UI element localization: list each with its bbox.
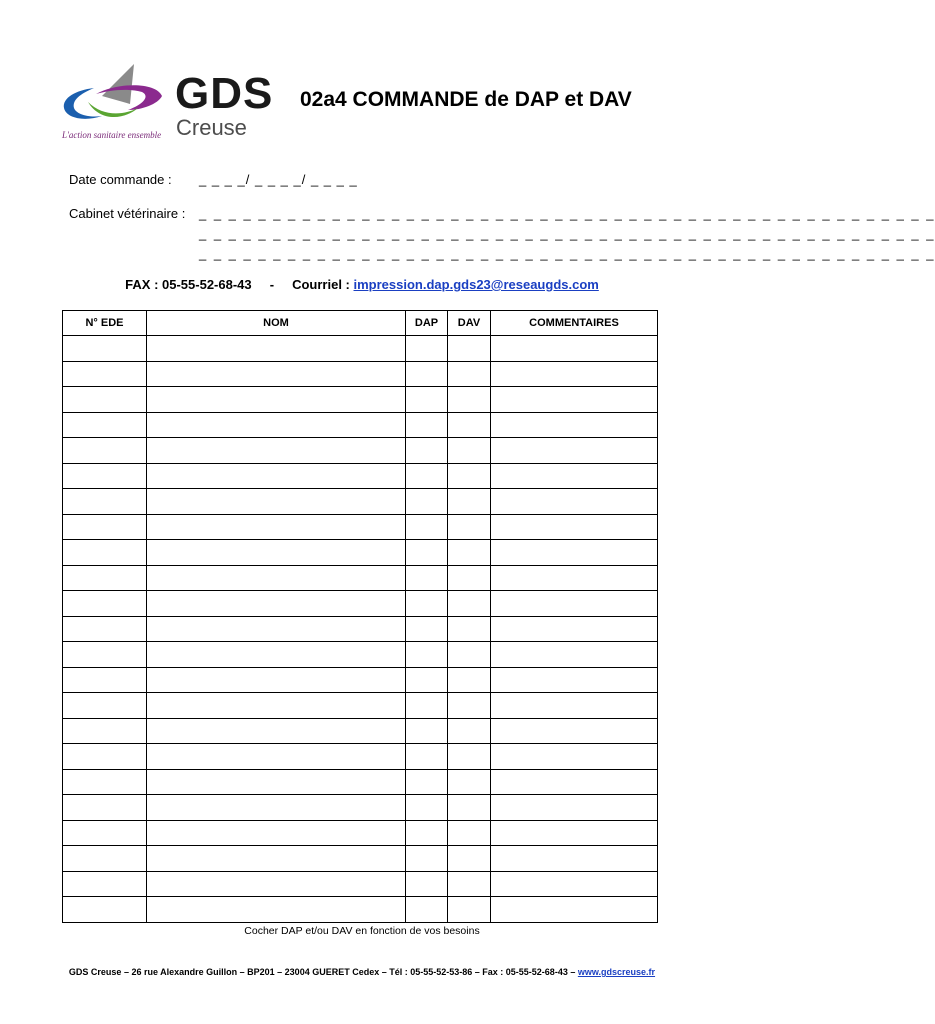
table-row	[63, 361, 658, 387]
table-row	[63, 336, 658, 362]
dap-cell[interactable]	[406, 693, 448, 719]
commentaires-cell[interactable]	[491, 361, 658, 387]
ede-cell[interactable]	[63, 846, 147, 872]
dav-cell[interactable]	[448, 795, 491, 821]
contact-separator: -	[269, 277, 275, 292]
ede-cell[interactable]	[63, 591, 147, 617]
table-row	[63, 820, 658, 846]
table-row	[63, 897, 658, 923]
nom-cell[interactable]	[147, 769, 406, 795]
footer	[0, 967, 724, 977]
nom-cell[interactable]	[147, 412, 406, 438]
commentaires-cell[interactable]	[491, 412, 658, 438]
table-row	[63, 718, 658, 744]
email-link[interactable]: impression.dap.gds23@reseaugds.com	[353, 277, 599, 292]
commentaires-cell[interactable]	[491, 897, 658, 923]
commentaires-cell[interactable]	[491, 693, 658, 719]
ede-cell[interactable]	[63, 361, 147, 387]
table-row	[63, 871, 658, 897]
ede-cell[interactable]	[63, 744, 147, 770]
table-row	[63, 591, 658, 617]
table-row	[63, 514, 658, 540]
dap-cell[interactable]	[406, 565, 448, 591]
commentaires-cell[interactable]	[491, 591, 658, 617]
email-label: Courriel :	[292, 277, 350, 292]
dav-cell[interactable]	[448, 489, 491, 515]
dap-cell[interactable]	[406, 795, 448, 821]
dav-cell[interactable]	[448, 820, 491, 846]
gds-logo	[58, 60, 278, 146]
dap-cell[interactable]	[406, 514, 448, 540]
table-row	[63, 693, 658, 719]
table-row	[63, 412, 658, 438]
table-row	[63, 463, 658, 489]
cabinet-field-line-2[interactable]: _ _ _ _ _ _ _ _ _ _ _ _ _ _ _ _ _ _ _ _ _ _ _ _ _ _ _ _ _ _ _ _ _ _ _ _ _ _ _ _ _ _ _ _ _ _ _ _ _ _	[199, 226, 935, 241]
dav-cell[interactable]	[448, 744, 491, 770]
dav-cell[interactable]	[448, 565, 491, 591]
ede-cell[interactable]	[63, 820, 147, 846]
dap-cell[interactable]	[406, 667, 448, 693]
commentaires-cell[interactable]	[491, 820, 658, 846]
nom-cell[interactable]	[147, 642, 406, 668]
ede-cell[interactable]	[63, 514, 147, 540]
dap-cell[interactable]	[406, 744, 448, 770]
ede-cell[interactable]	[63, 642, 147, 668]
nom-cell[interactable]	[147, 744, 406, 770]
commentaires-cell[interactable]	[491, 489, 658, 515]
nom-cell[interactable]	[147, 667, 406, 693]
table-row	[63, 642, 658, 668]
dap-cell[interactable]	[406, 718, 448, 744]
ede-cell[interactable]	[63, 387, 147, 413]
ede-cell[interactable]	[63, 693, 147, 719]
commentaires-cell[interactable]	[491, 387, 658, 413]
ede-cell[interactable]	[63, 540, 147, 566]
nom-cell[interactable]	[147, 820, 406, 846]
nom-cell[interactable]	[147, 846, 406, 872]
date-label: Date commande :	[69, 172, 172, 187]
commentaires-cell[interactable]	[491, 336, 658, 362]
dav-cell[interactable]	[448, 438, 491, 464]
commentaires-cell[interactable]	[491, 514, 658, 540]
commentaires-cell[interactable]	[491, 769, 658, 795]
dap-cell[interactable]	[406, 769, 448, 795]
ede-cell[interactable]	[63, 438, 147, 464]
table-row	[63, 667, 658, 693]
header-commentaires: COMMENTAIRES	[491, 311, 658, 336]
commentaires-cell[interactable]	[491, 667, 658, 693]
dap-cell[interactable]	[406, 412, 448, 438]
commentaires-cell[interactable]	[491, 616, 658, 642]
commentaires-cell[interactable]	[491, 565, 658, 591]
dav-cell[interactable]	[448, 616, 491, 642]
ede-cell[interactable]	[63, 795, 147, 821]
dap-cell[interactable]	[406, 616, 448, 642]
ede-cell[interactable]	[63, 336, 147, 362]
commentaires-cell[interactable]	[491, 438, 658, 464]
dap-cell[interactable]	[406, 489, 448, 515]
commentaires-cell[interactable]	[491, 718, 658, 744]
header-dap: DAP	[406, 311, 448, 336]
table-row	[63, 769, 658, 795]
nom-cell[interactable]	[147, 897, 406, 923]
ede-cell[interactable]	[63, 616, 147, 642]
dav-cell[interactable]	[448, 361, 491, 387]
nom-cell[interactable]	[147, 591, 406, 617]
header-ede: N° EDE	[63, 311, 147, 336]
date-field[interactable]: _ _ _ _/ _ _ _ _/ _ _ _ _	[199, 172, 358, 187]
nom-cell[interactable]	[147, 795, 406, 821]
dap-cell[interactable]	[406, 642, 448, 668]
nom-cell[interactable]	[147, 693, 406, 719]
nom-cell[interactable]	[147, 361, 406, 387]
nom-cell[interactable]	[147, 489, 406, 515]
ede-cell[interactable]	[63, 463, 147, 489]
dav-cell[interactable]	[448, 718, 491, 744]
dap-cell[interactable]	[406, 463, 448, 489]
header-nom: NOM	[147, 311, 406, 336]
cabinet-field-line-3[interactable]: _ _ _ _ _ _ _ _ _ _ _ _ _ _ _ _ _ _ _ _ _ _ _ _ _ _ _ _ _ _ _ _ _ _ _ _ _ _ _ _ _ _ _ _ _ _ _ _ _ _	[199, 246, 935, 261]
table-row	[63, 387, 658, 413]
page-title: 02a4 COMMANDE de DAP et DAV	[300, 88, 632, 111]
ede-cell[interactable]	[63, 769, 147, 795]
nom-cell[interactable]	[147, 718, 406, 744]
nom-cell[interactable]	[147, 463, 406, 489]
commentaires-cell[interactable]	[491, 795, 658, 821]
dap-cell[interactable]	[406, 540, 448, 566]
dav-cell[interactable]	[448, 514, 491, 540]
cabinet-field-line-1[interactable]: _ _ _ _ _ _ _ _ _ _ _ _ _ _ _ _ _ _ _ _ _ _ _ _ _ _ _ _ _ _ _ _ _ _ _ _ _ _ _ _ _ _ _ _ _ _ _ _ _ _	[199, 206, 935, 221]
dap-cell[interactable]	[406, 846, 448, 872]
logo-swoosh-icon	[58, 60, 174, 140]
dap-cell[interactable]	[406, 820, 448, 846]
dav-cell[interactable]	[448, 642, 491, 668]
dap-cell[interactable]	[406, 336, 448, 362]
table-row	[63, 744, 658, 770]
dav-cell[interactable]	[448, 693, 491, 719]
commentaires-cell[interactable]	[491, 846, 658, 872]
dav-cell[interactable]	[448, 667, 491, 693]
order-table	[62, 310, 658, 923]
nom-cell[interactable]	[147, 387, 406, 413]
contact-line	[0, 277, 724, 292]
nom-cell[interactable]	[147, 514, 406, 540]
table-row	[63, 540, 658, 566]
table-header-row	[63, 311, 658, 336]
ede-cell[interactable]	[63, 871, 147, 897]
nom-cell[interactable]	[147, 616, 406, 642]
footer-address: GDS Creuse – 26 rue Alexandre Guillon – BP201 – 23004 GUERET Cedex – Tél : 05-55-52-53-86 – Fax : 05-55-52-68-43 –	[68, 967, 576, 977]
ede-cell[interactable]	[63, 667, 147, 693]
dav-cell[interactable]	[448, 412, 491, 438]
ede-cell[interactable]	[63, 565, 147, 591]
nom-cell[interactable]	[147, 565, 406, 591]
dav-cell[interactable]	[448, 387, 491, 413]
instruction-note: Cocher DAP et/ou DAV en fonction de vos besoins	[244, 925, 480, 937]
commentaires-cell[interactable]	[491, 540, 658, 566]
dav-cell[interactable]	[448, 591, 491, 617]
dav-cell[interactable]	[448, 897, 491, 923]
table-row	[63, 846, 658, 872]
cabinet-label: Cabinet vétérinaire :	[69, 206, 186, 221]
logo-brand: GDS	[175, 69, 274, 118]
dav-cell[interactable]	[448, 871, 491, 897]
dap-cell[interactable]	[406, 438, 448, 464]
dav-cell[interactable]	[448, 336, 491, 362]
commentaires-cell[interactable]	[491, 463, 658, 489]
dap-cell[interactable]	[406, 591, 448, 617]
nom-cell[interactable]	[147, 871, 406, 897]
ede-cell[interactable]	[63, 897, 147, 923]
website-link[interactable]: www.gdscreuse.fr	[577, 967, 656, 977]
dav-cell[interactable]	[448, 540, 491, 566]
header-dav: DAV	[448, 311, 491, 336]
logo-subbrand: Creuse	[176, 115, 247, 140]
nom-cell[interactable]	[147, 540, 406, 566]
dap-cell[interactable]	[406, 387, 448, 413]
ede-cell[interactable]	[63, 412, 147, 438]
logo-tagline: L'action sanitaire ensemble	[62, 130, 162, 140]
dav-cell[interactable]	[448, 846, 491, 872]
table-row	[63, 489, 658, 515]
dap-cell[interactable]	[406, 361, 448, 387]
table-row	[63, 616, 658, 642]
ede-cell[interactable]	[63, 718, 147, 744]
dav-cell[interactable]	[448, 769, 491, 795]
commentaires-cell[interactable]	[491, 871, 658, 897]
fax-number: FAX : 05-55-52-68-43	[125, 277, 252, 292]
table-row	[63, 438, 658, 464]
commentaires-cell[interactable]	[491, 744, 658, 770]
dap-cell[interactable]	[406, 871, 448, 897]
nom-cell[interactable]	[147, 438, 406, 464]
nom-cell[interactable]	[147, 336, 406, 362]
ede-cell[interactable]	[63, 489, 147, 515]
dav-cell[interactable]	[448, 463, 491, 489]
table-row	[63, 565, 658, 591]
table-row	[63, 795, 658, 821]
dap-cell[interactable]	[406, 897, 448, 923]
commentaires-cell[interactable]	[491, 642, 658, 668]
